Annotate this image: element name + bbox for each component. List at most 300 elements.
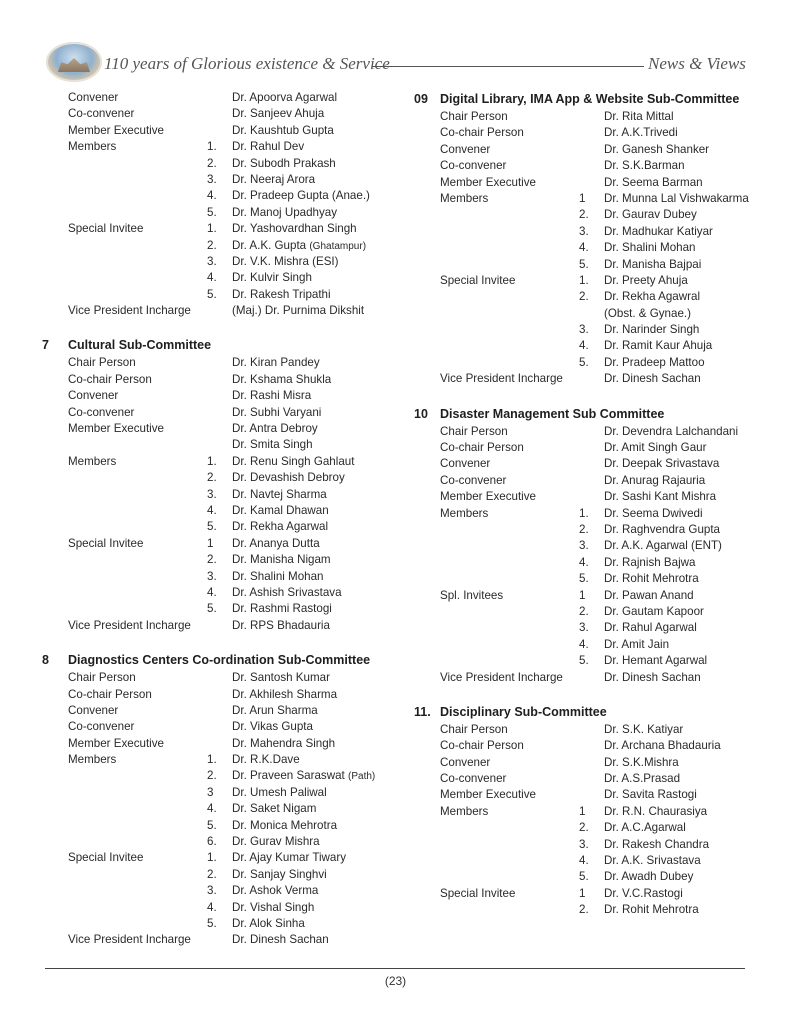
member-role [42, 90, 207, 106]
member-index [579, 489, 604, 505]
member-row [42, 687, 392, 703]
member-index [207, 687, 232, 703]
member-role [414, 424, 579, 440]
member-role [414, 787, 579, 803]
member-row [414, 240, 764, 256]
member-row [42, 123, 392, 139]
member-role [42, 719, 207, 735]
member-name [232, 421, 392, 437]
member-index [579, 473, 604, 489]
member-role [42, 519, 207, 535]
member-row [42, 372, 392, 388]
member-role [414, 456, 579, 472]
member-row [414, 306, 764, 322]
member-row [42, 437, 392, 453]
member-index-text: 5. [207, 287, 217, 301]
member-index [579, 738, 604, 754]
member-row [42, 287, 392, 303]
member-name-text: Dr. Madhukar Katiyar [604, 224, 713, 238]
committee-section [42, 651, 392, 949]
member-role-text: Chair Person [440, 424, 508, 438]
member-role [42, 470, 207, 486]
member-index [207, 569, 232, 585]
member-role [42, 601, 207, 617]
member-role [42, 785, 207, 801]
member-role-text: Member Executive [440, 175, 537, 189]
member-role [42, 172, 207, 188]
member-index-text: 2. [579, 290, 589, 304]
member-name-text: Dr. Sanjay Singhvi [232, 867, 327, 881]
member-role [414, 837, 579, 853]
member-name-text: Dr. Dinesh Sachan [604, 372, 701, 386]
member-row [42, 916, 392, 932]
member-row [414, 538, 764, 554]
member-name [604, 853, 764, 869]
member-role [414, 489, 579, 505]
member-row [414, 771, 764, 787]
member-index [579, 755, 604, 771]
member-name-text: Dr. Akhilesh Sharma [232, 687, 338, 701]
member-role [414, 637, 579, 653]
member-row [42, 238, 392, 254]
member-role [42, 768, 207, 784]
member-name [604, 555, 764, 571]
member-row [42, 719, 392, 735]
member-name [232, 106, 392, 122]
member-index [579, 371, 604, 387]
member-index [207, 270, 232, 286]
member-name [232, 487, 392, 503]
member-name-text: Dr. Ashok Verma [232, 884, 319, 898]
member-row [414, 787, 764, 803]
member-row [42, 883, 392, 899]
member-index-text: 3. [207, 487, 217, 501]
member-index-text: 2. [579, 522, 589, 536]
member-name [604, 738, 764, 754]
member-row [42, 156, 392, 172]
member-index-text: 4. [579, 241, 589, 255]
member-name-text: Dr. S.K.Barman [604, 159, 685, 173]
committee-title [414, 703, 764, 722]
member-row [414, 371, 764, 387]
member-index [207, 785, 232, 801]
member-index [579, 158, 604, 174]
member-index [207, 867, 232, 883]
member-role [42, 372, 207, 388]
member-row [42, 569, 392, 585]
member-role [414, 555, 579, 571]
committee-section [414, 405, 764, 686]
member-row [42, 405, 392, 421]
committee-title-text: Diagnostics Centers Co-ordination Sub-Committee [68, 653, 371, 668]
member-row [414, 722, 764, 738]
member-row [414, 440, 764, 456]
member-row [414, 571, 764, 587]
member-role [414, 653, 579, 669]
member-name [604, 804, 764, 820]
member-index [207, 932, 232, 948]
member-name-text: Dr. Preety Ahuja [604, 273, 688, 287]
member-name-text: Dr. Neeraj Arora [232, 172, 316, 186]
member-row [42, 388, 392, 404]
member-row [414, 322, 764, 338]
member-index [207, 900, 232, 916]
member-name [232, 388, 392, 404]
member-role-text: Co-convener [440, 159, 507, 173]
member-role [42, 687, 207, 703]
member-row [414, 804, 764, 820]
member-name-text: Dr. A.K.Trivedi [604, 126, 678, 140]
member-index [207, 801, 232, 817]
committee-number: 8 [42, 653, 49, 668]
member-role [414, 853, 579, 869]
member-index [207, 221, 232, 237]
member-index-text: 4. [579, 854, 589, 868]
member-row [414, 637, 764, 653]
member-name [232, 601, 392, 617]
committee-number: 09 [414, 92, 428, 106]
member-name [232, 900, 392, 916]
member-row [414, 604, 764, 620]
member-index-text: 4. [207, 585, 217, 599]
member-role [414, 109, 579, 125]
member-index-text: 3. [207, 569, 217, 583]
member-name [604, 820, 764, 836]
committee-number: 11. [414, 704, 431, 719]
member-name-text: Dr. Devashish Debroy [232, 471, 345, 485]
member-index [207, 156, 232, 172]
member-index-text: 1 [207, 536, 214, 550]
committee-title [414, 405, 764, 424]
member-index [207, 123, 232, 139]
member-index [207, 372, 232, 388]
member-name [232, 867, 392, 883]
member-index-text: 1. [207, 140, 217, 154]
member-role [414, 175, 579, 191]
member-name-text: (Obst. & Gynae.) [604, 306, 691, 320]
member-index-text: 3. [207, 172, 217, 186]
member-name-text: Dr. Renu Singh Gahlaut [232, 454, 355, 468]
member-role [42, 421, 207, 437]
member-role [414, 240, 579, 256]
member-index-text: 2. [207, 769, 217, 783]
member-index [207, 139, 232, 155]
member-name [232, 238, 392, 254]
member-name-text: Dr. Sanjeev Ahuja [232, 107, 325, 121]
member-name [232, 585, 392, 601]
member-index-text: 4. [207, 802, 217, 816]
member-role-text: Members [68, 753, 117, 767]
member-name [604, 653, 764, 669]
member-row [414, 869, 764, 885]
member-name-text: Dr. Santosh Kumar [232, 671, 330, 685]
member-name-text: Dr. Ganesh Shanker [604, 142, 710, 156]
member-row [42, 618, 392, 634]
member-name-text: Dr. Gurav Mishra [232, 835, 320, 849]
member-index-text: 3. [579, 224, 589, 238]
member-role [42, 221, 207, 237]
member-row [414, 738, 764, 754]
member-name [232, 172, 392, 188]
member-role [414, 771, 579, 787]
member-index [207, 487, 232, 503]
member-index [579, 355, 604, 371]
member-row [42, 585, 392, 601]
member-index [579, 207, 604, 223]
member-role [42, 536, 207, 552]
member-index [579, 456, 604, 472]
member-role-text: Chair Person [440, 722, 508, 736]
member-name-text: Dr. Antra Debroy [232, 422, 318, 436]
header-tagline: 110 years of Glorious existence & Service [104, 54, 390, 73]
member-row [42, 703, 392, 719]
member-role [414, 440, 579, 456]
member-index [579, 620, 604, 636]
member-name-text: Dr. Devendra Lalchandani [604, 424, 739, 438]
member-role [414, 473, 579, 489]
member-row [42, 139, 392, 155]
member-name [232, 850, 392, 866]
member-role [414, 371, 579, 387]
member-row [414, 555, 764, 571]
member-name [232, 437, 392, 453]
member-role [414, 804, 579, 820]
member-row [414, 522, 764, 538]
member-name-text: Dr. Manisha Nigam [232, 553, 331, 567]
member-name-text: Dr. Seema Barman [604, 175, 703, 189]
member-index [579, 588, 604, 604]
member-name [604, 670, 764, 686]
member-index [579, 289, 604, 305]
member-row [414, 837, 764, 853]
member-name-text: Dr. A.S.Prasad [604, 772, 681, 786]
member-index [579, 771, 604, 787]
member-row [414, 473, 764, 489]
member-name-text: Dr. Seema Dwivedi [604, 506, 703, 520]
member-role [42, 287, 207, 303]
member-name [604, 771, 764, 787]
member-row [42, 172, 392, 188]
member-index [207, 834, 232, 850]
member-index [207, 437, 232, 453]
member-role-text: Member Executive [440, 490, 537, 504]
page-header [0, 0, 791, 90]
member-index [207, 405, 232, 421]
member-name-text: Dr. Rekha Agarwal [232, 520, 329, 534]
member-name [232, 254, 392, 270]
member-name [604, 886, 764, 902]
committee-section [42, 336, 392, 634]
member-role [414, 224, 579, 240]
member-name-text: Dr. Rakesh Chandra [604, 837, 710, 851]
member-role [42, 818, 207, 834]
member-index [579, 240, 604, 256]
member-name-text: Dr. A.K. Agarwal (ENT) [604, 539, 722, 553]
member-row [414, 424, 764, 440]
member-role-text: Convener [68, 703, 119, 717]
member-index-text: 4. [579, 339, 589, 353]
member-index [207, 90, 232, 106]
member-row [42, 867, 392, 883]
member-name [604, 604, 764, 620]
member-role [42, 552, 207, 568]
member-role-text: Members [440, 191, 489, 205]
member-name [604, 257, 764, 273]
member-role-text: Chair Person [68, 671, 136, 685]
member-name-text: Dr. Rahul Agarwal [604, 621, 697, 635]
member-name-text: Dr. V.K. Mishra (ESI) [232, 254, 339, 268]
member-name-text: Dr. V.C.Rastogi [604, 886, 683, 900]
member-name [232, 552, 392, 568]
member-index [207, 254, 232, 270]
member-index-text: 4. [207, 503, 217, 517]
member-index [579, 424, 604, 440]
member-role-text: Members [68, 454, 117, 468]
member-role [42, 254, 207, 270]
member-role [414, 338, 579, 354]
member-index [579, 338, 604, 354]
member-name-text: Dr. R.N. Chaurasiya [604, 804, 708, 818]
ima-building-logo-icon [46, 42, 102, 82]
member-row [414, 620, 764, 636]
member-name [232, 355, 392, 371]
member-name-text: Dr. Ramit Kaur Ahuja [604, 339, 713, 353]
member-name-text: (Maj.) Dr. Purnima Dikshit [232, 304, 365, 318]
member-row [42, 736, 392, 752]
member-name-text: Dr. Pradeep Mattoo [604, 355, 705, 369]
member-index-text: 5. [207, 602, 217, 616]
member-name-text: Dr. Awadh Dubey [604, 870, 694, 884]
member-role [414, 588, 579, 604]
member-row [414, 489, 764, 505]
member-index [207, 719, 232, 735]
committee-number: 7 [42, 338, 49, 353]
member-name-text: Dr. Kiran Pandey [232, 356, 320, 370]
member-row [42, 834, 392, 850]
member-name-text: Dr. Shalini Mohan [604, 241, 696, 255]
member-role [42, 618, 207, 634]
member-name-text: Dr. Savita Rastogi [604, 788, 697, 802]
member-index [579, 257, 604, 273]
member-name-text: Dr. Pawan Anand [604, 588, 694, 602]
member-name [232, 818, 392, 834]
member-name [604, 571, 764, 587]
member-name-text: Dr. Archana Bhadauria [604, 739, 721, 753]
member-row [42, 355, 392, 371]
member-role [414, 738, 579, 754]
member-index [207, 883, 232, 899]
member-role [414, 869, 579, 885]
member-name [232, 303, 392, 319]
member-role [414, 289, 579, 305]
member-name [604, 142, 764, 158]
member-row [414, 158, 764, 174]
member-row [42, 785, 392, 801]
member-row [414, 653, 764, 669]
member-role [42, 139, 207, 155]
member-row [42, 303, 392, 319]
member-index [207, 303, 232, 319]
member-row [414, 853, 764, 869]
member-index [207, 470, 232, 486]
member-name [604, 722, 764, 738]
member-name [604, 869, 764, 885]
member-role [42, 106, 207, 122]
member-index [207, 238, 232, 254]
member-index [579, 637, 604, 653]
member-index-text: 4. [579, 637, 589, 651]
member-index [579, 306, 604, 322]
member-name [232, 519, 392, 535]
member-row [42, 205, 392, 221]
member-name-text: Dr. Dinesh Sachan [604, 670, 701, 684]
member-role-text: Vice President Incharge [68, 304, 191, 318]
member-row [414, 338, 764, 354]
member-name [604, 902, 764, 918]
member-name [604, 371, 764, 387]
member-index [207, 601, 232, 617]
member-index [207, 188, 232, 204]
member-role [414, 273, 579, 289]
member-row [42, 670, 392, 686]
member-role [42, 585, 207, 601]
member-index-text: 3. [579, 323, 589, 337]
member-name-text: Dr. Rahul Dev [232, 140, 305, 154]
committee-title-text: Cultural Sub-Committee [68, 338, 212, 353]
member-index-text: 2. [579, 604, 589, 618]
committee-section [414, 703, 764, 919]
member-role [42, 487, 207, 503]
member-index [207, 205, 232, 221]
member-role [414, 306, 579, 322]
member-index [579, 522, 604, 538]
member-row [414, 456, 764, 472]
member-row [414, 506, 764, 522]
member-name-text: Dr. Narinder Singh [604, 323, 700, 337]
member-index-text: 3 [207, 785, 214, 799]
member-index-text: 5. [207, 818, 217, 832]
member-name [604, 273, 764, 289]
member-row [414, 175, 764, 191]
member-name-text: Dr. Vikas Gupta [232, 720, 313, 734]
member-row [42, 90, 392, 106]
member-name [232, 703, 392, 719]
member-name [232, 916, 392, 932]
member-role [42, 303, 207, 319]
member-index [207, 519, 232, 535]
member-index [579, 142, 604, 158]
member-role [42, 123, 207, 139]
member-name [604, 322, 764, 338]
member-role-text: Vice President Incharge [68, 618, 191, 632]
member-name [232, 736, 392, 752]
member-role [42, 569, 207, 585]
member-row [42, 850, 392, 866]
member-name [232, 768, 392, 784]
member-name [232, 801, 392, 817]
member-row [42, 536, 392, 552]
member-role [42, 503, 207, 519]
member-name [604, 440, 764, 456]
member-row [414, 902, 764, 918]
member-name-text: Dr. Munna Lal Vishwakarma [604, 191, 749, 205]
member-role [42, 405, 207, 421]
member-index [579, 224, 604, 240]
member-role-text: Vice President Incharge [68, 933, 191, 947]
member-role [414, 886, 579, 902]
member-row [414, 257, 764, 273]
member-name-text: Dr. Kulvir Singh [232, 271, 312, 285]
